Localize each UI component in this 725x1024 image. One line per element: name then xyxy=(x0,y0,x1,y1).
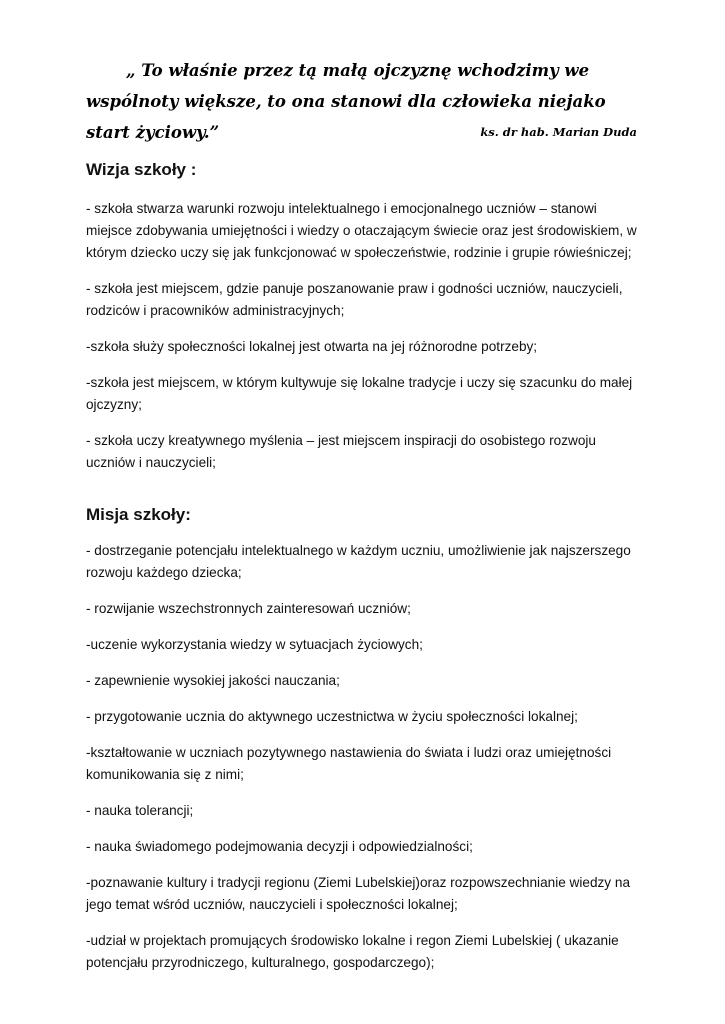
list-item: - dostrzeganie potencjału intelektualnego w każdym uczniu, umożliwienie jak najszerszego rozwoju każdego dziecka; xyxy=(86,543,631,580)
list-item: -uczenie wykorzystania wiedzy w sytuacjach życiowych; xyxy=(86,637,423,652)
list-item: - nauka tolerancji; xyxy=(86,803,194,818)
quote-author: ks. dr hab. Marian Duda xyxy=(480,125,637,139)
list-item: - szkoła stwarza warunki rozwoju intelektualnego i emocjonalnego uczniów – stanowi miejsce zdobywania umiejętności i wiedzy o otaczającym świecie oraz jest środowiskiem, w którym dziecko uczy się jak funkcjonować w społeczeństwie, rodzinie i grupie rówieśniczej; xyxy=(86,201,637,260)
mission-list xyxy=(86,540,646,988)
list-item: - rozwijanie wszechstronnych zainteresowań uczniów; xyxy=(86,601,411,616)
list-item: - przygotowanie ucznia do aktywnego uczestnictwa w życiu społeczności lokalnej; xyxy=(86,709,578,724)
list-item: - szkoła uczy kreatywnego myślenia – jest miejscem inspiracji do osobistego rozwoju uczniów i nauczycieli; xyxy=(86,433,596,470)
list-item: -szkoła jest miejscem, w którym kultywuje się lokalne tradycje i uczy się szacunku do małej ojczyzny; xyxy=(86,375,633,412)
vision-list xyxy=(86,198,646,488)
list-item: -udział w projektach promujących środowisko lokalne i regon Ziemi Lubelskiej ( ukazanie potencjału przyrodniczego, kulturalnego, gospodarczego); xyxy=(86,933,619,970)
epigraph-quote: „ To właśnie przez tą małą ojczyznę wchodzimy we wspólnoty większe, to ona stanowi dla człowieka niejako start życiowy.” xyxy=(86,61,606,142)
list-item: - szkoła jest miejscem, gdzie panuje poszanowanie praw i godności uczniów, nauczycieli, rodziców i pracowników administracyjnych; xyxy=(86,281,623,318)
vision-heading: Wizja szkoły : xyxy=(86,160,197,179)
list-item: -szkoła służy społeczności lokalnej jest otwarta na jej różnorodne potrzeby; xyxy=(86,339,538,354)
list-item: -kształtowanie w uczniach pozytywnego nastawienia do świata i ludzi oraz umiejętności komunikowania się z nimi; xyxy=(86,745,612,782)
list-item: -poznawanie kultury i tradycji regionu (Ziemi Lubelskiej)oraz rozpowszechnianie wiedzy na jego temat wśród uczniów, nauczycieli i społeczności lokalnej; xyxy=(86,875,631,912)
list-item: - nauka świadomego podejmowania decyzji i odpowiedzialności; xyxy=(86,839,473,854)
list-item: - zapewnienie wysokiej jakości nauczania; xyxy=(86,673,340,688)
mission-heading: Misja szkoły: xyxy=(86,505,191,524)
